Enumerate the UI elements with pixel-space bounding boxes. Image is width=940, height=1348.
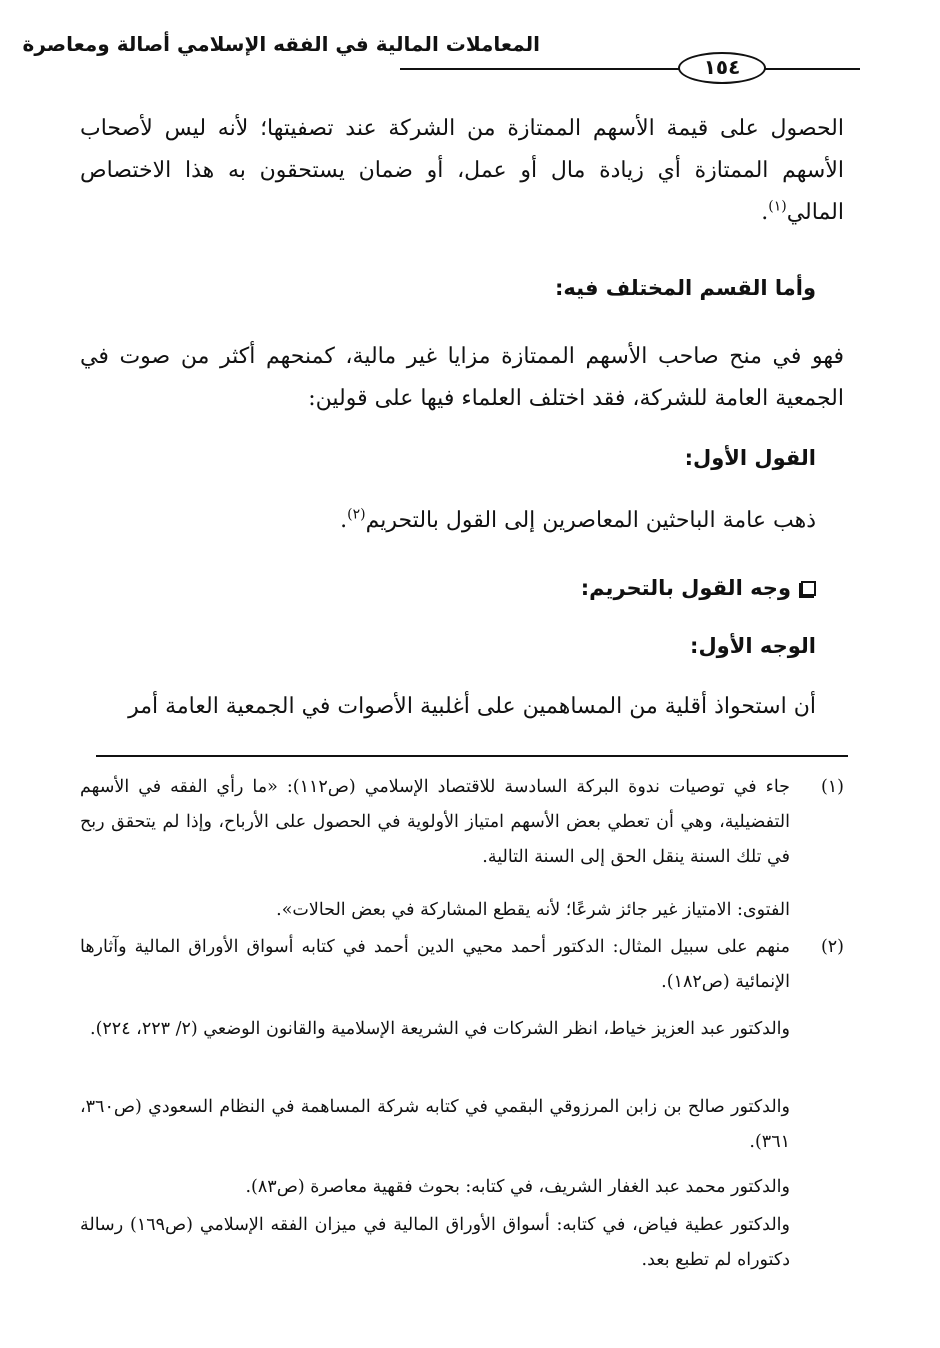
heading-first-aspect: الوجه الأول: <box>690 634 816 658</box>
footnote-1-number: (١) <box>820 777 844 797</box>
footnote-ref-2: (٢) <box>347 506 366 523</box>
footnote-1-text: جاء في توصيات ندوة البركة السادسة للاقتصاد الإسلامي (ص١١٢): «ما رأي الفقه في الأسهم التفضيلية، وهي أن تعطي بعض الأسهم امتياز الأولوية في الحصول على الأرباح، وإذا لم يتحقق ربح في تلك السنة ينقل الحق إلى السنة التالية. <box>80 777 790 867</box>
footnote-1 <box>80 770 844 875</box>
header-rule-right <box>760 68 860 70</box>
heading-disputed-section: وأما القسم المختلف فيه: <box>554 276 816 300</box>
footnote-1-fatwa: الفتوى: الامتياز غير جائز شرعًا؛ لأنه يقطع المشاركة في بعض الحالات». <box>276 900 790 920</box>
footnote-2 <box>80 930 844 1000</box>
footnote-2-reference-3: والدكتور صالح بن زابن المرزوقي البقمي في كتابه شركة المساهمة في النظام السعودي (ص٣٦٠، ٣٦١). <box>80 1097 790 1152</box>
footnote-2-text: منهم على سبيل المثال: الدكتور أحمد محيي الدين أحمد في كتابه أسواق الأوراق المالية وآثارها الإنمائية (ص١٨٢). <box>80 937 790 992</box>
paragraph-1 <box>80 108 844 234</box>
paragraph-1-text: الحصول على قيمة الأسهم الممتازة من الشركة عند تصفيتها؛ لأنه ليس لأصحاب الأسهم الممتازة أي زيادة مال أو عمل، أو ضمان يستحقون به هذا الاختصاص المالي <box>80 116 844 225</box>
footnote-ref-1: (١) <box>768 198 787 215</box>
paragraph-1-end: . <box>761 200 769 225</box>
paragraph-3-text: ذهب عامة الباحثين المعاصرين إلى القول بالتحريم <box>365 508 816 533</box>
paragraph-4: أن استحواذ أقلية من المساهمين على أغلبية الأصوات في الجمعية العامة أمر <box>128 694 816 719</box>
heading-first-opinion: القول الأول: <box>684 446 816 470</box>
footnote-2-number: (٢) <box>820 937 844 957</box>
footnote-2-reference-5: والدكتور عطية فياض، في كتابه: أسواق الأوراق المالية في ميزان الفقه الإسلامي (ص١٦٩) رسالة دكتوراه لم تطبع بعد. <box>80 1215 790 1270</box>
footnote-2-reference-4: والدكتور محمد عبد الغفار الشريف، في كتابه: بحوث فقهية معاصرة (ص٨٣). <box>245 1177 790 1197</box>
paragraph-2: فهو في منح صاحب الأسهم الممتازة مزايا غير مالية، كمنحهم أكثر من صوت في الجمعية العامة للشركة، فقد اختلف العلماء فيها على قولين: <box>80 344 844 411</box>
paragraph-3-end: . <box>340 508 348 533</box>
footnote-2-reference-2: والدكتور عبد العزيز خياط، انظر الشركات في الشريعة الإسلامية والقانون الوضعي (٢/ ٢٢٣، ٢٢٤). <box>90 1019 790 1039</box>
square-bullet-icon <box>801 581 816 596</box>
heading-reason-text: وجه القول بالتحريم: <box>580 576 791 600</box>
page-number: ١٥٤ <box>678 52 766 84</box>
header-rule-left <box>400 68 684 70</box>
paragraph-3 <box>80 500 816 542</box>
footnote-separator <box>96 755 848 757</box>
heading-reason-prohibition <box>581 572 816 604</box>
running-head-title: المعاملات المالية في الفقه الإسلامي أصالة ومعاصرة <box>22 32 540 56</box>
